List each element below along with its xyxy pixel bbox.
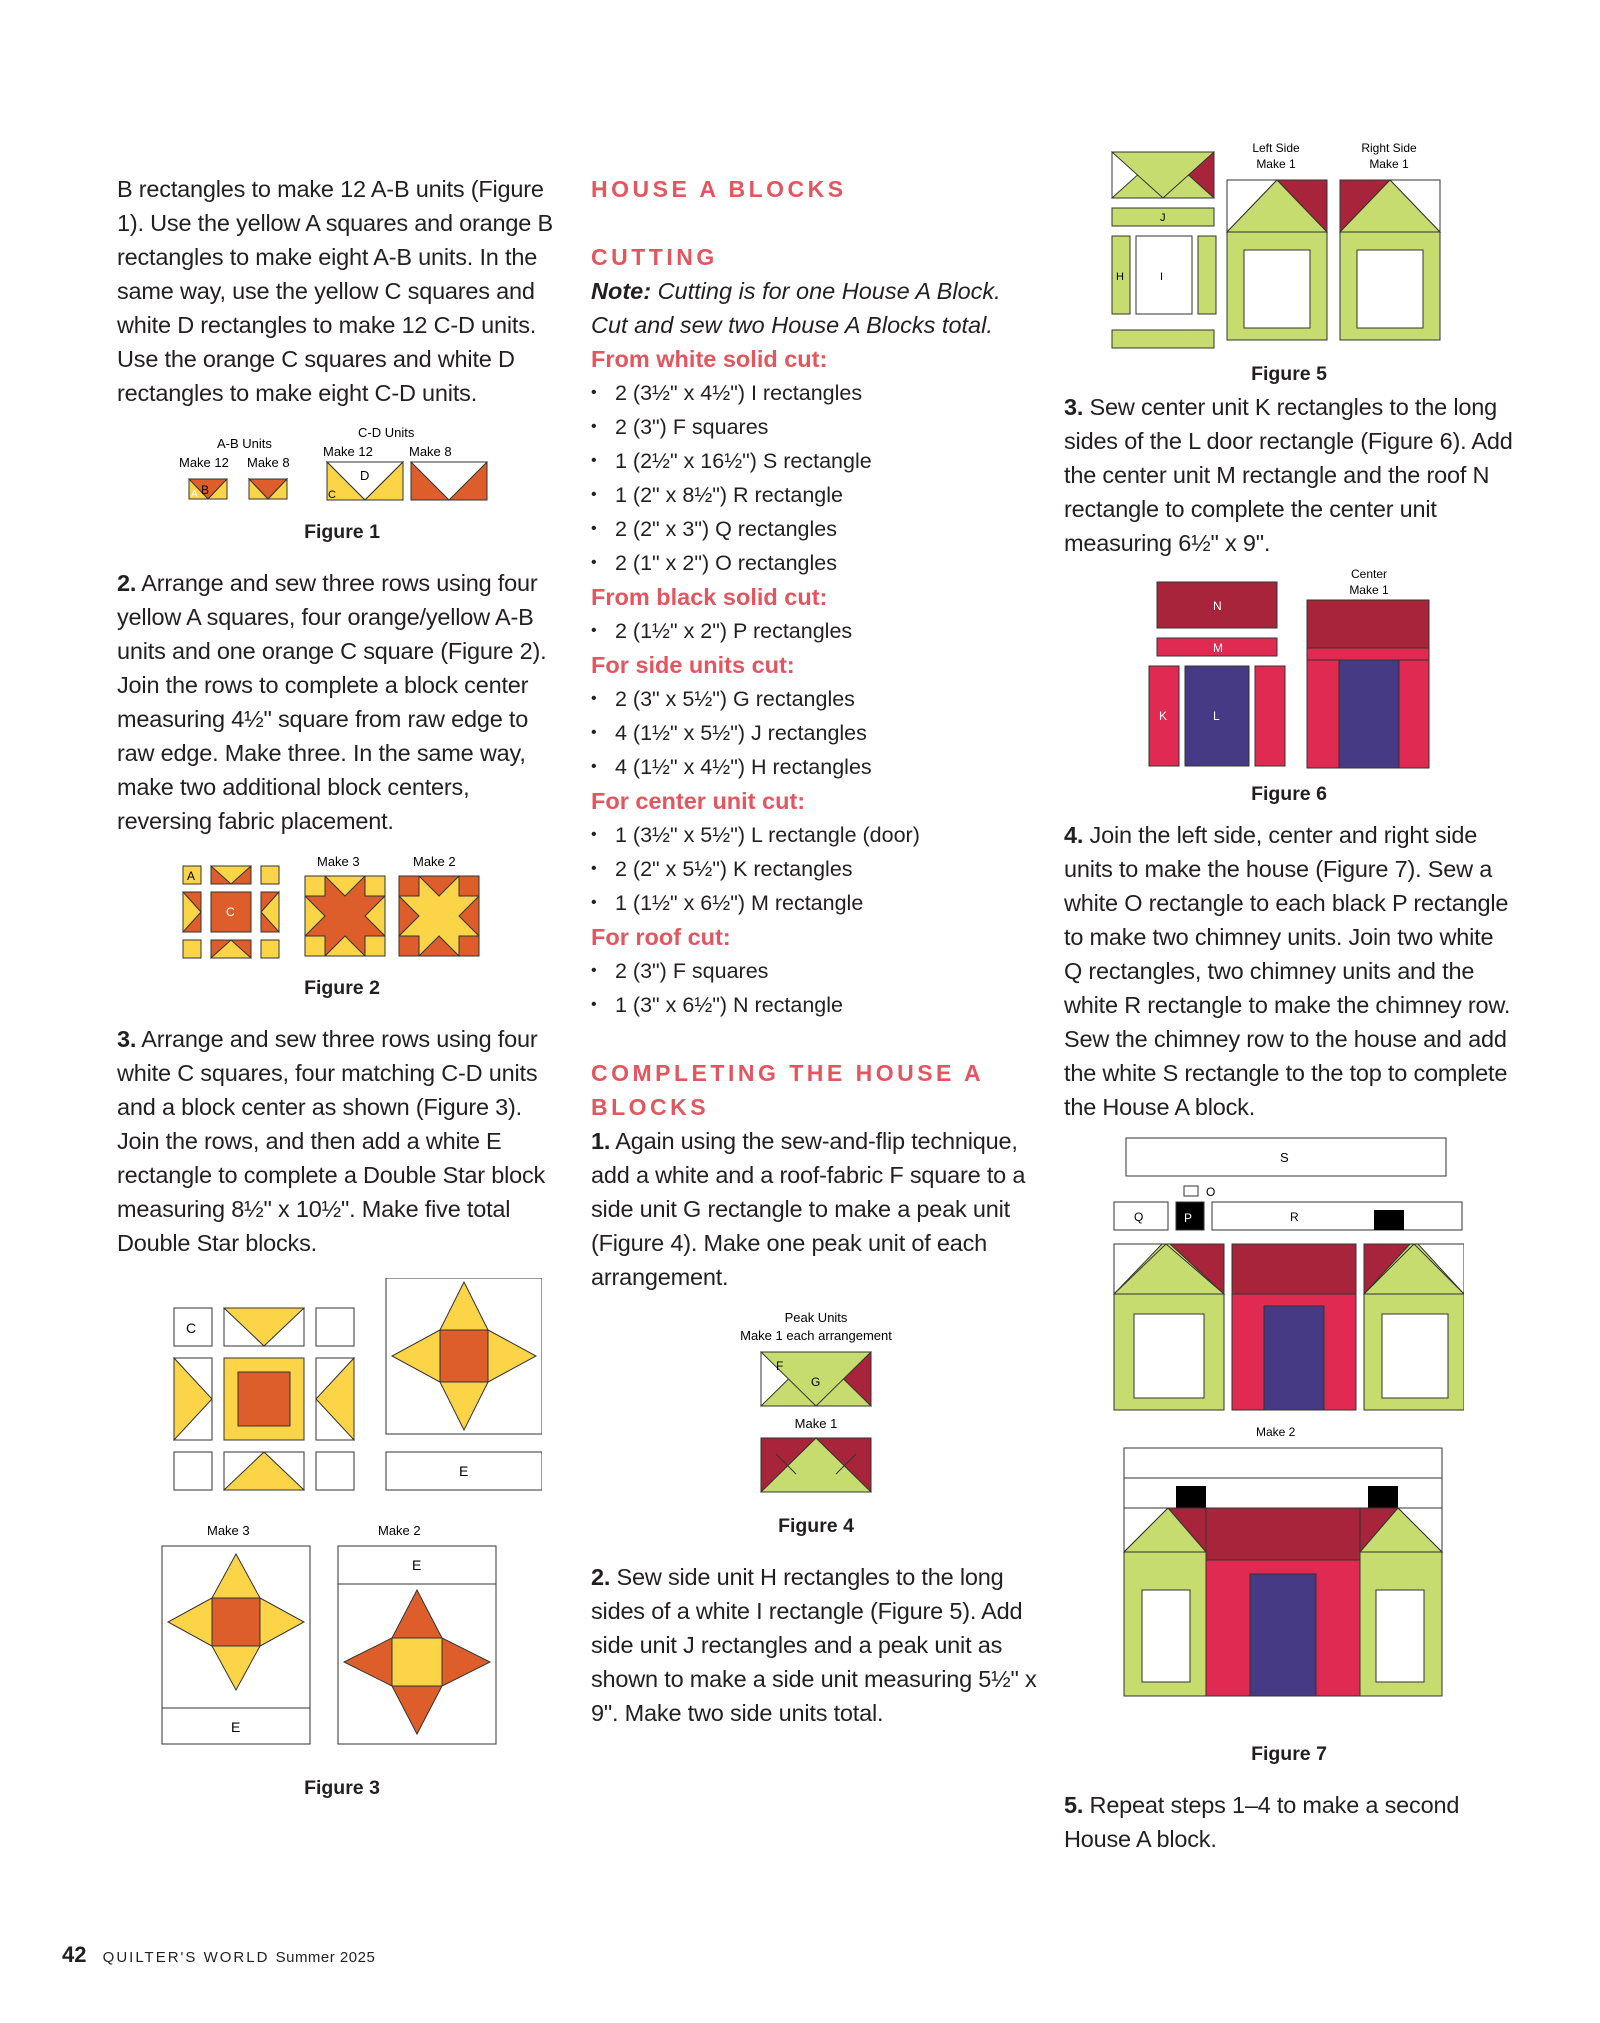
- list-item: • 1 (3½" x 5½") L rectangle (door): [591, 818, 1041, 852]
- list-item: • 2 (2" x 3") Q rectangles: [591, 512, 1041, 546]
- make-2-label: Make 2: [413, 854, 456, 869]
- svg-text:C: C: [328, 489, 336, 501]
- step-4: [1064, 818, 1514, 1124]
- svg-text:A: A: [187, 869, 196, 883]
- make-each-label: Make 1 each arrangement: [740, 1328, 892, 1343]
- section-heading: COMPLETING THE HOUSE A BLOCKS: [591, 1060, 984, 1120]
- list-item: • 1 (3" x 6½") N rectangle: [591, 988, 1041, 1022]
- cut-heading: From white solid cut:: [591, 346, 828, 372]
- figure-caption: Figure 4: [778, 1515, 854, 1537]
- svg-text:S: S: [1280, 1150, 1289, 1165]
- list-item: • 1 (2" x 8½") R rectangle: [591, 478, 1041, 512]
- left-side-unit: [1227, 180, 1327, 340]
- cut-heading: From black solid cut:: [591, 584, 828, 610]
- list-item: • 4 (1½" x 5½") J rectangles: [591, 716, 1041, 750]
- make-3-label: Make 3: [317, 854, 360, 869]
- roof-cut-list: [591, 954, 1041, 1022]
- svg-text:I: I: [1160, 271, 1164, 283]
- step-number: 4.: [1064, 822, 1084, 848]
- paragraph: B rectangles to make 12 A-B units (Figure 1). Use the yellow A squares and orange B rectangles to make eight A-B units. In the same way, use the yellow C squares and white D rectangles to make 12 C-D units. Use the orange C squares and white D rectangles to make eight C-D units.: [117, 176, 553, 406]
- ab-units-label: A-B Units: [217, 436, 272, 451]
- make-1-label: Make 1: [794, 1416, 838, 1431]
- cd-units-label: C-D Units: [358, 425, 415, 440]
- step-3: [117, 1022, 567, 1260]
- make-1-label: Make 1: [1349, 583, 1389, 597]
- side-cut-list: [591, 682, 1041, 784]
- step-number: 5.: [1064, 1792, 1084, 1818]
- list-item: • 4 (1½" x 4½") H rectangles: [591, 750, 1041, 784]
- section-heading: HOUSE A BLOCKS: [591, 176, 847, 202]
- svg-text:J: J: [1160, 212, 1166, 224]
- figure-caption: Figure 2: [304, 977, 380, 999]
- ab-unit: [249, 479, 287, 499]
- step-5: [1064, 1788, 1514, 1856]
- issue-label: Summer 2025: [275, 1949, 376, 1966]
- svg-text:L: L: [1213, 709, 1220, 723]
- note: [591, 274, 1041, 342]
- figure-caption: Figure 3: [304, 1777, 380, 1799]
- make-2-label: Make 2: [378, 1523, 421, 1538]
- make-12-label: Make 12: [323, 444, 373, 459]
- block-center-yellow: [399, 876, 479, 956]
- exploded-double-star: [174, 1308, 354, 1490]
- step-number: 2.: [117, 570, 137, 596]
- figure-1: [177, 424, 507, 512]
- page-number: 42: [62, 1942, 87, 1967]
- cd-unit: [411, 462, 487, 500]
- list-item: • 2 (3") F squares: [591, 954, 1041, 988]
- black-cut-list: [591, 614, 1041, 648]
- svg-text:R: R: [1290, 1210, 1299, 1224]
- side-unit-exploded: [1112, 152, 1216, 348]
- subsection-heading: CUTTING: [591, 244, 718, 270]
- house-exploded: [1114, 1138, 1464, 1410]
- peak-units-label: Peak Units: [784, 1310, 848, 1325]
- step-text: Sew center unit K rectangles to the long sides of the L door rectangle (Figure 6). Add the center unit M rectangle and the roof N rectangle to complete the center unit measuring 6½" x 9".: [1064, 394, 1513, 556]
- step-text: Repeat steps 1–4 to make a second House A block.: [1064, 1792, 1460, 1852]
- step-text: Arrange and sew three rows using four yellow A squares, four orange/yellow A-B units and one orange C square (Figure 2). Join the rows to complete a block center measuring 4½" square from raw edge to raw edge. Make three. In the same way, make two additional block centers, reversing fabric placement.: [117, 570, 547, 834]
- svg-text:D: D: [360, 468, 370, 483]
- magazine-name: QUILTER'S WORLD: [102, 1949, 270, 1966]
- step-number: 1.: [591, 1128, 611, 1154]
- step-text: Sew side unit H rectangles to the long sides of a white I rectangle (Figure 5). Add side unit J rectangles and a peak unit as shown to make a side unit measuring 5½" x 9". Make two side units total.: [591, 1564, 1037, 1726]
- right-side-unit: [1340, 180, 1440, 340]
- svg-text:B: B: [201, 483, 210, 497]
- svg-text:O: O: [1206, 1185, 1216, 1199]
- list-item: • 2 (3" x 5½") G rectangles: [591, 682, 1041, 716]
- center-label: Center: [1350, 567, 1388, 581]
- step-number: 3.: [117, 1026, 137, 1052]
- make-2-label: Make 2: [1256, 1425, 1296, 1439]
- list-item: • 1 (2½" x 16½") S rectangle: [591, 444, 1041, 478]
- svg-text:E: E: [231, 1719, 241, 1735]
- svg-text:A: A: [191, 489, 198, 500]
- svg-text:E: E: [412, 1557, 422, 1573]
- cut-heading: For roof cut:: [591, 924, 731, 950]
- make-1-label: Make 1: [1369, 157, 1409, 171]
- peak-unit-2: [761, 1438, 871, 1492]
- make-3-label: Make 3: [207, 1523, 250, 1538]
- make-8-label: Make 8: [247, 455, 290, 470]
- figure-5: [1064, 140, 1484, 360]
- svg-text:C: C: [186, 1320, 197, 1336]
- double-star-orange: [338, 1546, 496, 1744]
- svg-text:E: E: [459, 1463, 469, 1479]
- step-3: [1064, 390, 1514, 560]
- double-star-with-e: [386, 1278, 542, 1490]
- svg-text:P: P: [1184, 1211, 1193, 1225]
- finished-house-a-block: [1124, 1448, 1442, 1696]
- svg-text:C: C: [226, 905, 235, 919]
- make-8-label: Make 8: [409, 444, 452, 459]
- figure-7: [1064, 1134, 1464, 1740]
- right-side-label: Right Side: [1361, 141, 1417, 155]
- svg-text:Q: Q: [1134, 1210, 1144, 1224]
- note-label: Note:: [591, 278, 652, 304]
- column-1: [117, 172, 567, 1802]
- note-text: Cutting is for one House A Block. Cut and sew two House A Blocks total.: [591, 278, 1001, 338]
- step-text: Join the left side, center and right side units to make the house (Figure 7). Sew a white O rectangle to each black P rectangle to make two chimney units. Join two white Q rectangles, two chimney units and the white R rectangle to make the chimney row. Sew the chimney row to the house and add the white S rectangle to the top to complete the House A block.: [1064, 822, 1511, 1120]
- list-item: • 2 (1½" x 2") P rectangles: [591, 614, 1041, 648]
- center-unit-exploded: [1149, 582, 1285, 766]
- center-unit: [1307, 600, 1429, 768]
- ab-unit: [189, 479, 227, 500]
- block-center-orange: [305, 876, 385, 956]
- center-cut-list: [591, 818, 1041, 920]
- svg-text:N: N: [1213, 599, 1222, 613]
- step-2: [117, 566, 567, 838]
- white-cut-list: [591, 376, 1041, 580]
- step-number: 2.: [591, 1564, 611, 1590]
- cut-heading: For center unit cut:: [591, 788, 806, 814]
- list-item: • 2 (2" x 5½") K rectangles: [591, 852, 1041, 886]
- list-item: • 1 (1½" x 6½") M rectangle: [591, 886, 1041, 920]
- make-12-label: Make 12: [179, 455, 229, 470]
- cut-heading: For side units cut:: [591, 652, 795, 678]
- figure-6: [1129, 566, 1449, 776]
- figure-3: [142, 1278, 542, 1766]
- svg-text:F: F: [776, 1359, 784, 1373]
- svg-text:H: H: [1116, 271, 1124, 283]
- cd-unit: [327, 462, 403, 501]
- list-item: • 2 (3½" x 4½") I rectangles: [591, 376, 1041, 410]
- column-3: [1064, 140, 1514, 1856]
- figure-caption: Figure 7: [1251, 1743, 1327, 1765]
- step-text: Again using the sew-and-flip technique, add a white and a roof-fabric F square to a side unit G rectangle to make a peak unit (Figure 4). Make one peak unit of each arrangement.: [591, 1128, 1026, 1290]
- peak-unit-1: [761, 1352, 871, 1406]
- figure-2: [177, 852, 507, 970]
- figure-caption: Figure 5: [1251, 363, 1327, 385]
- list-item: • 2 (1" x 2") O rectangles: [591, 546, 1041, 580]
- step-1: [591, 1124, 1041, 1294]
- svg-text:K: K: [1159, 709, 1168, 723]
- svg-text:M: M: [1213, 641, 1223, 655]
- figure-4: [716, 1304, 916, 1504]
- make-1-label: Make 1: [1256, 157, 1296, 171]
- svg-text:G: G: [811, 1375, 821, 1389]
- figure-caption: Figure 1: [304, 521, 380, 543]
- step-text: Arrange and sew three rows using four white C squares, four matching C-D units and a block center as shown (Figure 3). Join the rows, and then add a white E rectangle to complete a Double Star block measuring 8½" x 10½". Make five total Double Star blocks.: [117, 1026, 546, 1256]
- block-center-exploded: [183, 866, 279, 958]
- column-2: [591, 172, 1041, 1730]
- page-footer: [62, 1942, 375, 1968]
- double-star-yellow: [162, 1546, 310, 1744]
- figure-caption: Figure 6: [1251, 783, 1327, 805]
- step-2: [591, 1560, 1041, 1730]
- step-number: 3.: [1064, 394, 1084, 420]
- left-side-label: Left Side: [1252, 141, 1300, 155]
- list-item: • 2 (3") F squares: [591, 410, 1041, 444]
